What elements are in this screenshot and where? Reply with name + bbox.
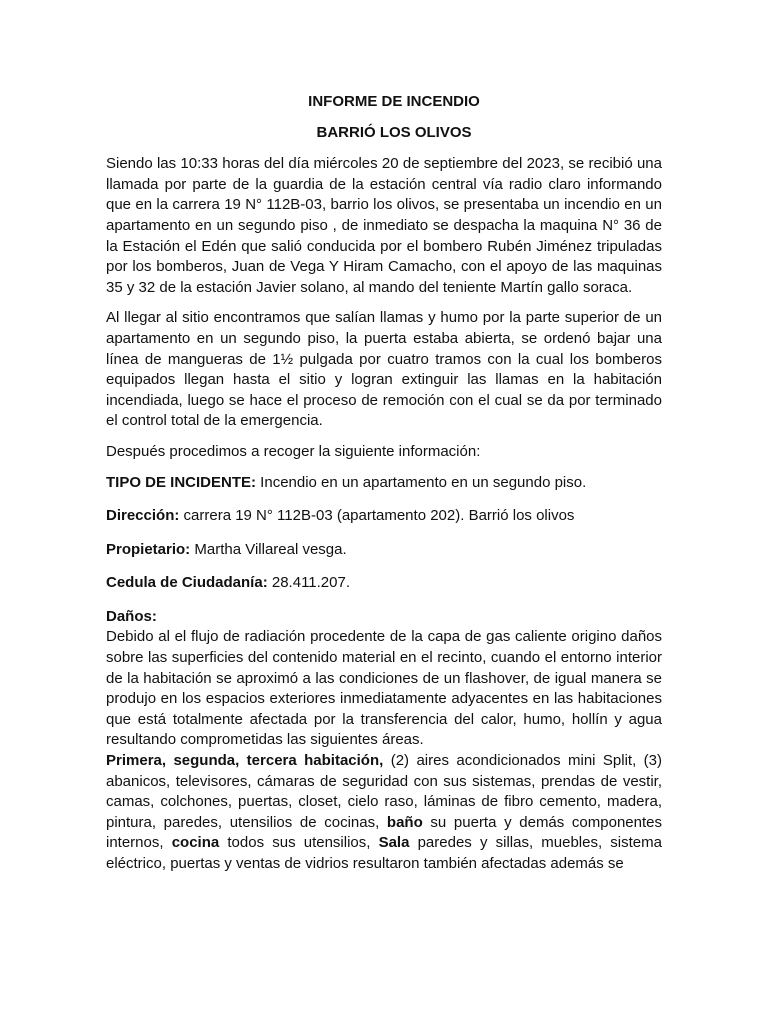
field-owner-value: Martha Villareal vesga. [190,540,347,558]
field-address [106,506,662,527]
field-owner [106,540,662,561]
rooms-label: Primera, segunda, tercera habitación, [106,752,384,770]
report-subtitle: BARRIÓ LOS OLIVOS [316,123,472,141]
rooms-text: (2) aires acondicionados mini Split, (3) abanicos, televisores, cámaras de seguridad con sus sistemas, prendas de vestir, camas, colchones, puertas, closet, cielo raso, láminas de fibro cemento, madera, pintura, paredes, utensilios de cocinas, [106,752,662,831]
bathroom-text: su puerta y demás componentes internos, [106,813,662,852]
kitchen-text: todos sus utensilios, [219,834,379,852]
living-room-label: Sala [378,834,410,852]
paragraph-arrival: Al llegar al sitio encontramos que salían llamas y humo por la parte superior de un apartamento en un segundo piso, la puerta estaba abierta, se ordenó bajar una línea de mangueras de 1½ pulgada por cuatro tramos con la cual los bomberos equipados llegan hasta el sitio y logran extinguir las llamas en la habitación incendiada, luego se hace el proceso de remoción con el cual se da por terminado el control total de la emergencia. [106,309,662,430]
damages-label: Daños: [106,607,157,625]
field-address-label: Dirección: [106,507,180,525]
bathroom-label: baño [386,813,423,831]
field-id-number-label: Cedula de Ciudadanía: [106,574,268,592]
field-id-number-value: 28.411.207. [267,574,350,592]
paragraph-damages: Debido al el flujo de radiación procedente de la capa de gas caliente origino daños sobre las superficies del contenido material en el recinto, cuando el entorno interior de la habitación se aproximó a las condiciones de un flashover, de igual manera se produjo en los espacios exteriores inmediatamente adyacentes en las habitaciones que está totalmente afectada por la transferencia del calor, humo, hollín y agua resultando comprometidas las siguientes áreas. [106,628,662,749]
field-id-number [106,573,662,594]
field-incident-type-label: TIPO DE INCIDENTE: [106,473,257,491]
damages-heading [106,607,662,628]
document-page [106,92,662,875]
report-title: INFORME DE INCENDIO [308,93,480,110]
field-incident-type [106,473,662,494]
paragraph-affected-areas [106,751,662,875]
living-room-text: paredes y sillas, muebles, sistema eléctrico, puertas y ventas de vidrios resultaron también afectadas además se [106,834,662,872]
paragraph-dispatch: Siendo las 10:33 horas del día miércoles 20 de septiembre del 2023, se recibió una llamada por parte de la guardia de la estación central vía radio claro informando que en la carrera 19 N° 112B-03, barrio los olivos, se presentaba un incendio en un apartamento en un segundo piso , de inmediato se despacha la maquina N° 36 de la Estación el Edén que salió conducida por el bombero Rubén Jiménez tripuladas por los bomberos, Juan de Vega Y Hiram Camacho, con el apoyo de las maquinas 35 y 32 de la estación Javier solano, al mando del teniente Martín gallo soraca. [106,155,662,296]
field-owner-label: Propietario: [106,540,191,558]
kitchen-label: cocina [171,834,220,852]
field-incident-type-value: Incendio en un apartamento en un segundo piso. [256,473,587,491]
paragraph-info-intro: Después procedimos a recoger la siguiente información: [106,442,481,460]
field-address-value: carrera 19 N° 112B-03 (apartamento 202). Barrió los olivos [179,507,575,525]
